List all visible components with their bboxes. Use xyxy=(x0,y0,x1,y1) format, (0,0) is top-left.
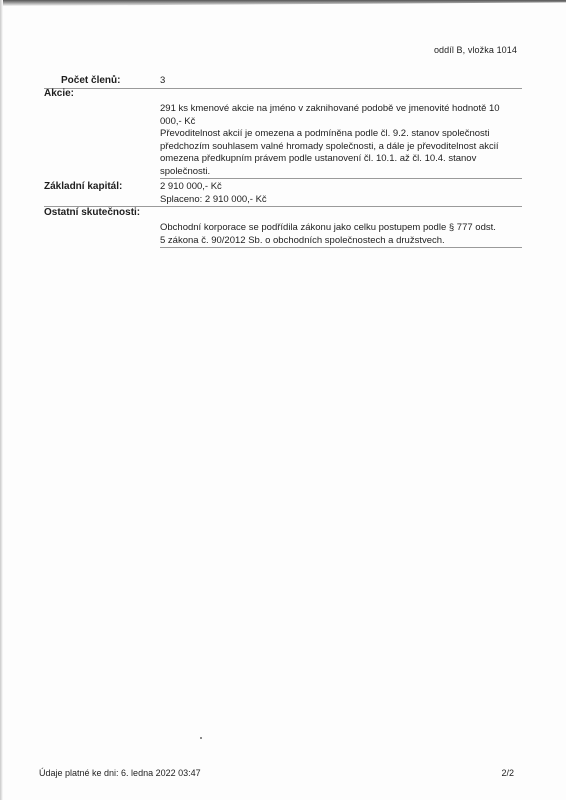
capital-label: Základní kapitál: xyxy=(44,181,123,192)
members-label: Počet členů: xyxy=(61,75,121,86)
capital-amount: 2 910 000,- Kč xyxy=(160,181,222,192)
divider-other xyxy=(160,247,522,248)
members-value: 3 xyxy=(160,75,166,86)
capital-paid: Splaceno: 2 910 000,- Kč xyxy=(160,193,267,205)
scan-speck xyxy=(200,737,202,739)
capital-value xyxy=(160,181,267,206)
shares-value xyxy=(160,103,526,178)
shares-line: 291 ks kmenové akcie na jméno v zaknihované podobě ve jmenovité hodnotě 10 xyxy=(160,103,500,114)
other-facts-line: Obchodní korporace se podřídila zákonu jako celku postupem podle § 777 odst. xyxy=(160,222,496,233)
other-facts-line: 5 zákona č. 90/2012 Sb. o obchodních společnostech a družstvech. xyxy=(160,234,445,246)
register-reference: oddíl B, vložka 1014 xyxy=(433,45,517,55)
shares-line: omezena předkupním právem podle ustanovení čl. 10.1. až čl. 10.4. stanov xyxy=(160,153,477,164)
shares-label: Akcie: xyxy=(44,88,75,99)
shares-line: 000,- Kč xyxy=(160,115,196,127)
page-number: 2/2 xyxy=(501,768,514,778)
scan-edge-top xyxy=(0,0,566,6)
other-facts-label: Ostatní skutečnosti: xyxy=(44,207,141,218)
shares-line: společnosti. xyxy=(160,165,211,177)
footer-valid-date: Údaje platné ke dni: 6. ledna 2022 03:47 xyxy=(39,768,201,778)
shares-line: Převoditelnost akcií je omezena a podmíněna podle čl. 9.2. stanov společnosti xyxy=(160,128,490,139)
divider-members xyxy=(44,88,522,89)
scan-edge-left xyxy=(0,0,3,800)
other-facts-value xyxy=(160,222,526,247)
divider-shares xyxy=(160,178,522,179)
shares-line: předchozím souhlasem valné hromady společnosti, a dále je převoditelnost akcií xyxy=(160,140,499,152)
